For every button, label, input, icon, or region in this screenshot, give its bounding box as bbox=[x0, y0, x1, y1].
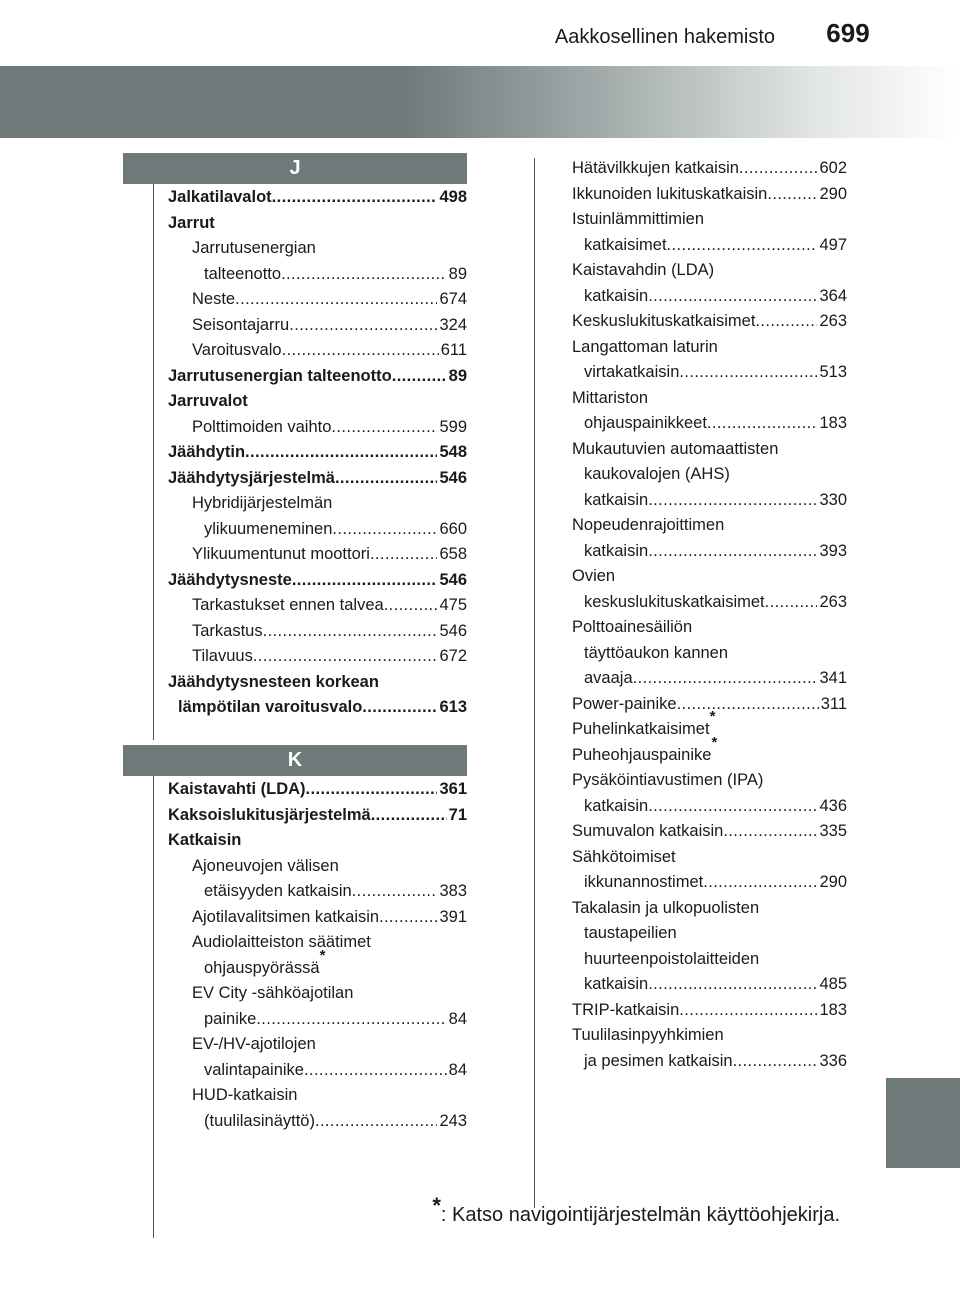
dot-leader bbox=[235, 287, 437, 313]
entry-label: Jarrut bbox=[168, 213, 215, 232]
section-k-entries bbox=[168, 777, 467, 1134]
dot-leader bbox=[648, 794, 817, 820]
dot-leader bbox=[289, 313, 437, 339]
entry-page: 341 bbox=[819, 669, 847, 687]
entry-label: Hybridijärjestelmän bbox=[192, 494, 333, 512]
dot-leader bbox=[767, 182, 817, 208]
entry-page: 548 bbox=[439, 443, 467, 461]
footnote-marker: * bbox=[709, 708, 716, 725]
entry-label: Jarrutusenergian talteenotto bbox=[168, 366, 392, 385]
entry-label: Jarruvalot bbox=[168, 392, 248, 410]
entry-label: Mittariston bbox=[572, 388, 649, 407]
entry-label: Tuulilasinpyyhkimien bbox=[572, 1026, 724, 1044]
entry-label: Tarkastukset ennen talvea bbox=[192, 596, 384, 614]
index-entry bbox=[572, 437, 847, 463]
index-entry bbox=[572, 462, 847, 488]
entry-page: 436 bbox=[819, 796, 847, 815]
index-entry bbox=[168, 185, 467, 211]
index-entry bbox=[572, 360, 847, 386]
index-entry bbox=[168, 262, 467, 288]
entry-label: Ajoneuvojen välisen bbox=[192, 856, 339, 875]
index-entry bbox=[168, 236, 467, 262]
index-entry bbox=[168, 981, 467, 1007]
entry-label: HUD-katkaisin bbox=[192, 1086, 298, 1104]
dot-leader bbox=[765, 590, 818, 616]
entry-label: täyttöaukon kannen bbox=[584, 643, 729, 662]
index-entry bbox=[168, 313, 467, 339]
index-entry bbox=[572, 615, 847, 641]
index-entry bbox=[168, 517, 467, 543]
dot-leader bbox=[245, 440, 437, 466]
entry-label: katkaisin bbox=[584, 975, 649, 993]
entry-label: etäisyyden katkaisin bbox=[204, 882, 352, 900]
entry-label: ohjauspainikkeet bbox=[584, 414, 707, 432]
entry-label: lämpötilan varoitusvalo bbox=[178, 698, 363, 716]
section-j-entries bbox=[168, 185, 467, 721]
header-banner bbox=[0, 66, 960, 138]
entry-label: Mukautuvien automaattisten bbox=[572, 439, 779, 458]
entry-page: 611 bbox=[440, 341, 467, 359]
dot-leader bbox=[371, 803, 447, 829]
index-entry bbox=[572, 564, 847, 590]
entry-page: 263 bbox=[819, 592, 847, 611]
index-entry bbox=[168, 695, 467, 721]
entry-label: Neste bbox=[192, 290, 236, 308]
index-entry bbox=[572, 666, 847, 692]
dot-leader bbox=[370, 542, 438, 568]
index-entry bbox=[572, 947, 847, 973]
entry-label: EV City -sähköajotilan bbox=[192, 984, 354, 1002]
dot-leader bbox=[733, 1049, 818, 1075]
index-entry bbox=[168, 803, 467, 829]
dot-leader bbox=[667, 233, 818, 259]
entry-label: Varoitusvalo bbox=[192, 341, 282, 359]
index-entry bbox=[572, 733, 847, 769]
left-rule-j bbox=[153, 184, 154, 740]
dot-leader bbox=[379, 905, 437, 931]
entry-label: ikkunannostimet bbox=[584, 873, 704, 891]
entry-label: katkaisimet bbox=[584, 235, 667, 254]
entry-page: 602 bbox=[819, 159, 847, 177]
right-column-entries bbox=[572, 156, 847, 1074]
entry-page: 498 bbox=[439, 188, 467, 206]
index-entry bbox=[168, 415, 467, 441]
dot-leader bbox=[384, 593, 438, 619]
dot-leader bbox=[263, 619, 438, 645]
entry-label: Puheohjauspainike bbox=[572, 745, 712, 764]
dot-leader bbox=[679, 998, 817, 1024]
entry-page: 290 bbox=[819, 873, 847, 891]
entry-page: 672 bbox=[439, 647, 467, 665]
entry-label: valintapainike bbox=[204, 1060, 304, 1079]
index-entry bbox=[572, 488, 847, 514]
index-entry bbox=[572, 590, 847, 616]
section-header-k: K bbox=[123, 745, 467, 776]
dot-leader bbox=[392, 364, 447, 390]
dot-leader bbox=[315, 1109, 438, 1135]
entry-page: 613 bbox=[439, 698, 467, 716]
index-entry bbox=[168, 828, 467, 854]
entry-page: 89 bbox=[448, 264, 467, 283]
entry-label: Tilavuus bbox=[192, 647, 253, 665]
entry-label: TRIP-katkaisin bbox=[572, 1000, 680, 1019]
entry-page: 391 bbox=[439, 907, 467, 926]
footnote-marker: * bbox=[319, 946, 326, 964]
index-entry bbox=[572, 335, 847, 361]
entry-page: 183 bbox=[819, 414, 847, 432]
index-entry bbox=[572, 309, 847, 335]
entry-label: Ajotilavalitsimen katkaisin bbox=[192, 907, 380, 926]
index-entry bbox=[168, 466, 467, 492]
index-entry bbox=[572, 284, 847, 310]
entry-label: huurteenpoistolaitteiden bbox=[584, 949, 760, 968]
index-entry bbox=[168, 1109, 467, 1135]
dot-leader bbox=[256, 1007, 446, 1033]
entry-label: Jäähdytysnesteen korkean bbox=[168, 672, 379, 691]
entry-label: Ovien bbox=[572, 567, 616, 585]
section-header-j: J bbox=[123, 153, 467, 184]
dot-leader bbox=[633, 666, 818, 692]
dot-leader bbox=[306, 777, 438, 803]
entry-label: katkaisin bbox=[584, 541, 649, 560]
entry-label: Ikkunoiden lukituskatkaisin bbox=[572, 184, 768, 203]
dot-leader bbox=[648, 284, 817, 310]
index-entry bbox=[572, 513, 847, 539]
entry-label: Istuinlämmittimien bbox=[572, 210, 705, 228]
entry-label: Jäähdytin bbox=[168, 443, 246, 461]
index-entry bbox=[572, 972, 847, 998]
index-entry bbox=[168, 440, 467, 466]
entry-label: Power-painike bbox=[572, 694, 677, 713]
left-rule-k bbox=[153, 776, 154, 1238]
entry-page: 290 bbox=[819, 184, 847, 203]
index-entry bbox=[572, 870, 847, 896]
dot-leader bbox=[335, 466, 438, 492]
index-entry bbox=[572, 845, 847, 871]
dot-leader bbox=[648, 539, 817, 565]
entry-label: avaaja bbox=[584, 669, 633, 687]
entry-label: Katkaisin bbox=[168, 831, 242, 849]
entry-page: 546 bbox=[439, 570, 467, 589]
entry-page: 364 bbox=[819, 286, 847, 305]
index-entry bbox=[168, 1058, 467, 1084]
index-tab bbox=[886, 1078, 960, 1168]
index-entry bbox=[168, 1007, 467, 1033]
index-entry bbox=[572, 819, 847, 845]
dot-leader bbox=[648, 972, 817, 998]
entry-label: Kaistavahdin (LDA) bbox=[572, 261, 715, 279]
entry-label: painike bbox=[204, 1009, 257, 1028]
index-entry bbox=[572, 182, 847, 208]
entry-page: 660 bbox=[439, 519, 467, 538]
index-entry bbox=[572, 896, 847, 922]
entry-page: 658 bbox=[439, 545, 467, 563]
entry-label: Seisontajarru bbox=[192, 315, 290, 334]
entry-label: Takalasin ja ulkopuolisten bbox=[572, 898, 760, 917]
index-entry bbox=[168, 777, 467, 803]
index-entry bbox=[572, 539, 847, 565]
index-entry bbox=[572, 708, 847, 743]
index-entry bbox=[168, 905, 467, 931]
entry-page: 71 bbox=[448, 805, 467, 824]
entry-page: 546 bbox=[439, 621, 467, 640]
entry-label: Keskuslukituskatkaisimet bbox=[572, 312, 756, 330]
dot-leader bbox=[703, 870, 817, 896]
entry-label: Pysäköintiavustimen (IPA) bbox=[572, 771, 764, 789]
dot-leader bbox=[331, 415, 437, 441]
entry-label: keskuslukituskatkaisimet bbox=[584, 592, 765, 611]
entry-label: Kaksoislukitusjärjestelmä bbox=[168, 805, 371, 824]
dot-leader bbox=[332, 517, 437, 543]
entry-page: 485 bbox=[819, 975, 847, 993]
entry-label: Polttoainesäiliön bbox=[572, 618, 693, 636]
dot-leader bbox=[253, 644, 438, 670]
entry-label: Kaistavahti (LDA) bbox=[168, 780, 306, 798]
entry-label: Polttimoiden vaihto bbox=[192, 417, 332, 436]
index-entry bbox=[168, 619, 467, 645]
page-title: Aakkosellinen hakemisto bbox=[554, 26, 775, 48]
entry-page: 393 bbox=[819, 541, 847, 560]
dot-leader bbox=[282, 338, 439, 364]
entry-page: 243 bbox=[439, 1111, 467, 1130]
entry-label: katkaisin bbox=[584, 490, 649, 509]
index-entry bbox=[168, 568, 467, 594]
index-entry bbox=[168, 1032, 467, 1058]
entry-page: 513 bbox=[819, 363, 847, 381]
entry-label: Jäähdytysjärjestelmä bbox=[168, 468, 335, 487]
index-entry bbox=[572, 1049, 847, 1075]
footnote-symbol: * bbox=[432, 1193, 441, 1218]
entry-page: 336 bbox=[819, 1051, 847, 1070]
index-entry bbox=[572, 207, 847, 233]
dot-leader bbox=[739, 156, 818, 182]
entry-label: katkaisin bbox=[584, 796, 649, 815]
entry-label: virtakatkaisin bbox=[584, 363, 680, 381]
entry-label: Tarkastus bbox=[192, 621, 263, 640]
index-entry bbox=[572, 768, 847, 794]
entry-label: kaukovalojen (AHS) bbox=[584, 465, 730, 483]
dot-leader bbox=[292, 568, 438, 594]
entry-label: taustapeilien bbox=[584, 924, 677, 942]
entry-page: 361 bbox=[439, 780, 467, 798]
entry-label: Sumuvalon katkaisin bbox=[572, 822, 724, 840]
index-entry bbox=[572, 998, 847, 1024]
entry-page: 324 bbox=[439, 315, 467, 334]
entry-page: 89 bbox=[448, 366, 467, 385]
entry-page: 335 bbox=[819, 822, 847, 840]
entry-label: ja pesimen katkaisin bbox=[584, 1051, 733, 1070]
entry-label: talteenotto bbox=[204, 264, 282, 283]
index-entry bbox=[572, 921, 847, 947]
index-entry bbox=[572, 794, 847, 820]
dot-leader bbox=[677, 692, 819, 718]
entry-label: EV-/HV-ajotilojen bbox=[192, 1035, 316, 1053]
entry-page: 475 bbox=[439, 596, 467, 614]
index-entry bbox=[168, 542, 467, 568]
entry-page: 311 bbox=[820, 694, 847, 713]
index-entry bbox=[168, 364, 467, 390]
entry-label: Nopeudenrajoittimen bbox=[572, 516, 725, 534]
entry-label: Langattoman laturin bbox=[572, 337, 718, 356]
index-entry bbox=[168, 670, 467, 696]
index-entry bbox=[168, 879, 467, 905]
index-entry bbox=[572, 233, 847, 259]
footnote-marker: * bbox=[711, 733, 718, 751]
entry-label: Hätävilkkujen katkaisin bbox=[572, 159, 739, 177]
entry-label: ohjauspyörässä bbox=[204, 958, 320, 977]
dot-leader bbox=[679, 360, 817, 386]
index-entry bbox=[168, 946, 467, 982]
index-entry bbox=[168, 287, 467, 313]
entry-page: 263 bbox=[819, 312, 847, 330]
dot-leader bbox=[362, 695, 437, 721]
dot-leader bbox=[352, 879, 438, 905]
index-entry bbox=[168, 930, 467, 956]
entry-page: 546 bbox=[439, 468, 467, 487]
entry-label: Jalkatilavalot bbox=[168, 188, 272, 206]
index-entry bbox=[168, 211, 467, 237]
entry-page: 183 bbox=[819, 1000, 847, 1019]
dot-leader bbox=[707, 411, 818, 437]
index-entry bbox=[572, 641, 847, 667]
index-entry bbox=[572, 156, 847, 182]
index-entry bbox=[168, 389, 467, 415]
entry-label: Sähkötoimiset bbox=[572, 847, 676, 866]
entry-label: Jarrutusenergian bbox=[192, 239, 316, 257]
entry-page: 599 bbox=[439, 417, 467, 436]
page-number: 699 bbox=[826, 18, 870, 48]
index-entry bbox=[572, 258, 847, 284]
entry-label: Puhelinkatkaisimet bbox=[572, 720, 710, 738]
entry-label: ylikuumeneminen bbox=[204, 519, 333, 538]
dot-leader bbox=[755, 309, 817, 335]
entry-page: 674 bbox=[439, 290, 467, 308]
index-entry bbox=[168, 338, 467, 364]
entry-page: 84 bbox=[448, 1009, 467, 1028]
entry-page: 497 bbox=[819, 235, 847, 254]
dot-leader bbox=[281, 262, 447, 288]
entry-page: 330 bbox=[819, 490, 847, 509]
footnote bbox=[432, 1193, 840, 1227]
entry-label: Audiolaitteiston säätimet bbox=[192, 933, 371, 951]
footnote-text: : Katso navigointijärjestelmän käyttöohjekirja. bbox=[440, 1204, 840, 1226]
entry-label: katkaisin bbox=[584, 286, 649, 305]
column-divider bbox=[534, 158, 535, 1208]
entry-page: 383 bbox=[439, 882, 467, 900]
index-entry bbox=[168, 1083, 467, 1109]
index-entry bbox=[572, 411, 847, 437]
entry-label: (tuulilasinäyttö) bbox=[204, 1111, 315, 1130]
dot-leader bbox=[723, 819, 817, 845]
index-entry bbox=[572, 386, 847, 412]
dot-leader bbox=[648, 488, 817, 514]
entry-label: Jäähdytysneste bbox=[168, 570, 292, 589]
index-entry bbox=[168, 644, 467, 670]
dot-leader bbox=[304, 1058, 447, 1084]
index-entry bbox=[168, 854, 467, 880]
index-entry bbox=[168, 491, 467, 517]
index-entry bbox=[168, 593, 467, 619]
entry-label: Ylikuumentunut moottori bbox=[192, 545, 370, 563]
entry-page: 84 bbox=[448, 1060, 467, 1079]
dot-leader bbox=[272, 185, 438, 211]
index-entry bbox=[572, 1023, 847, 1049]
